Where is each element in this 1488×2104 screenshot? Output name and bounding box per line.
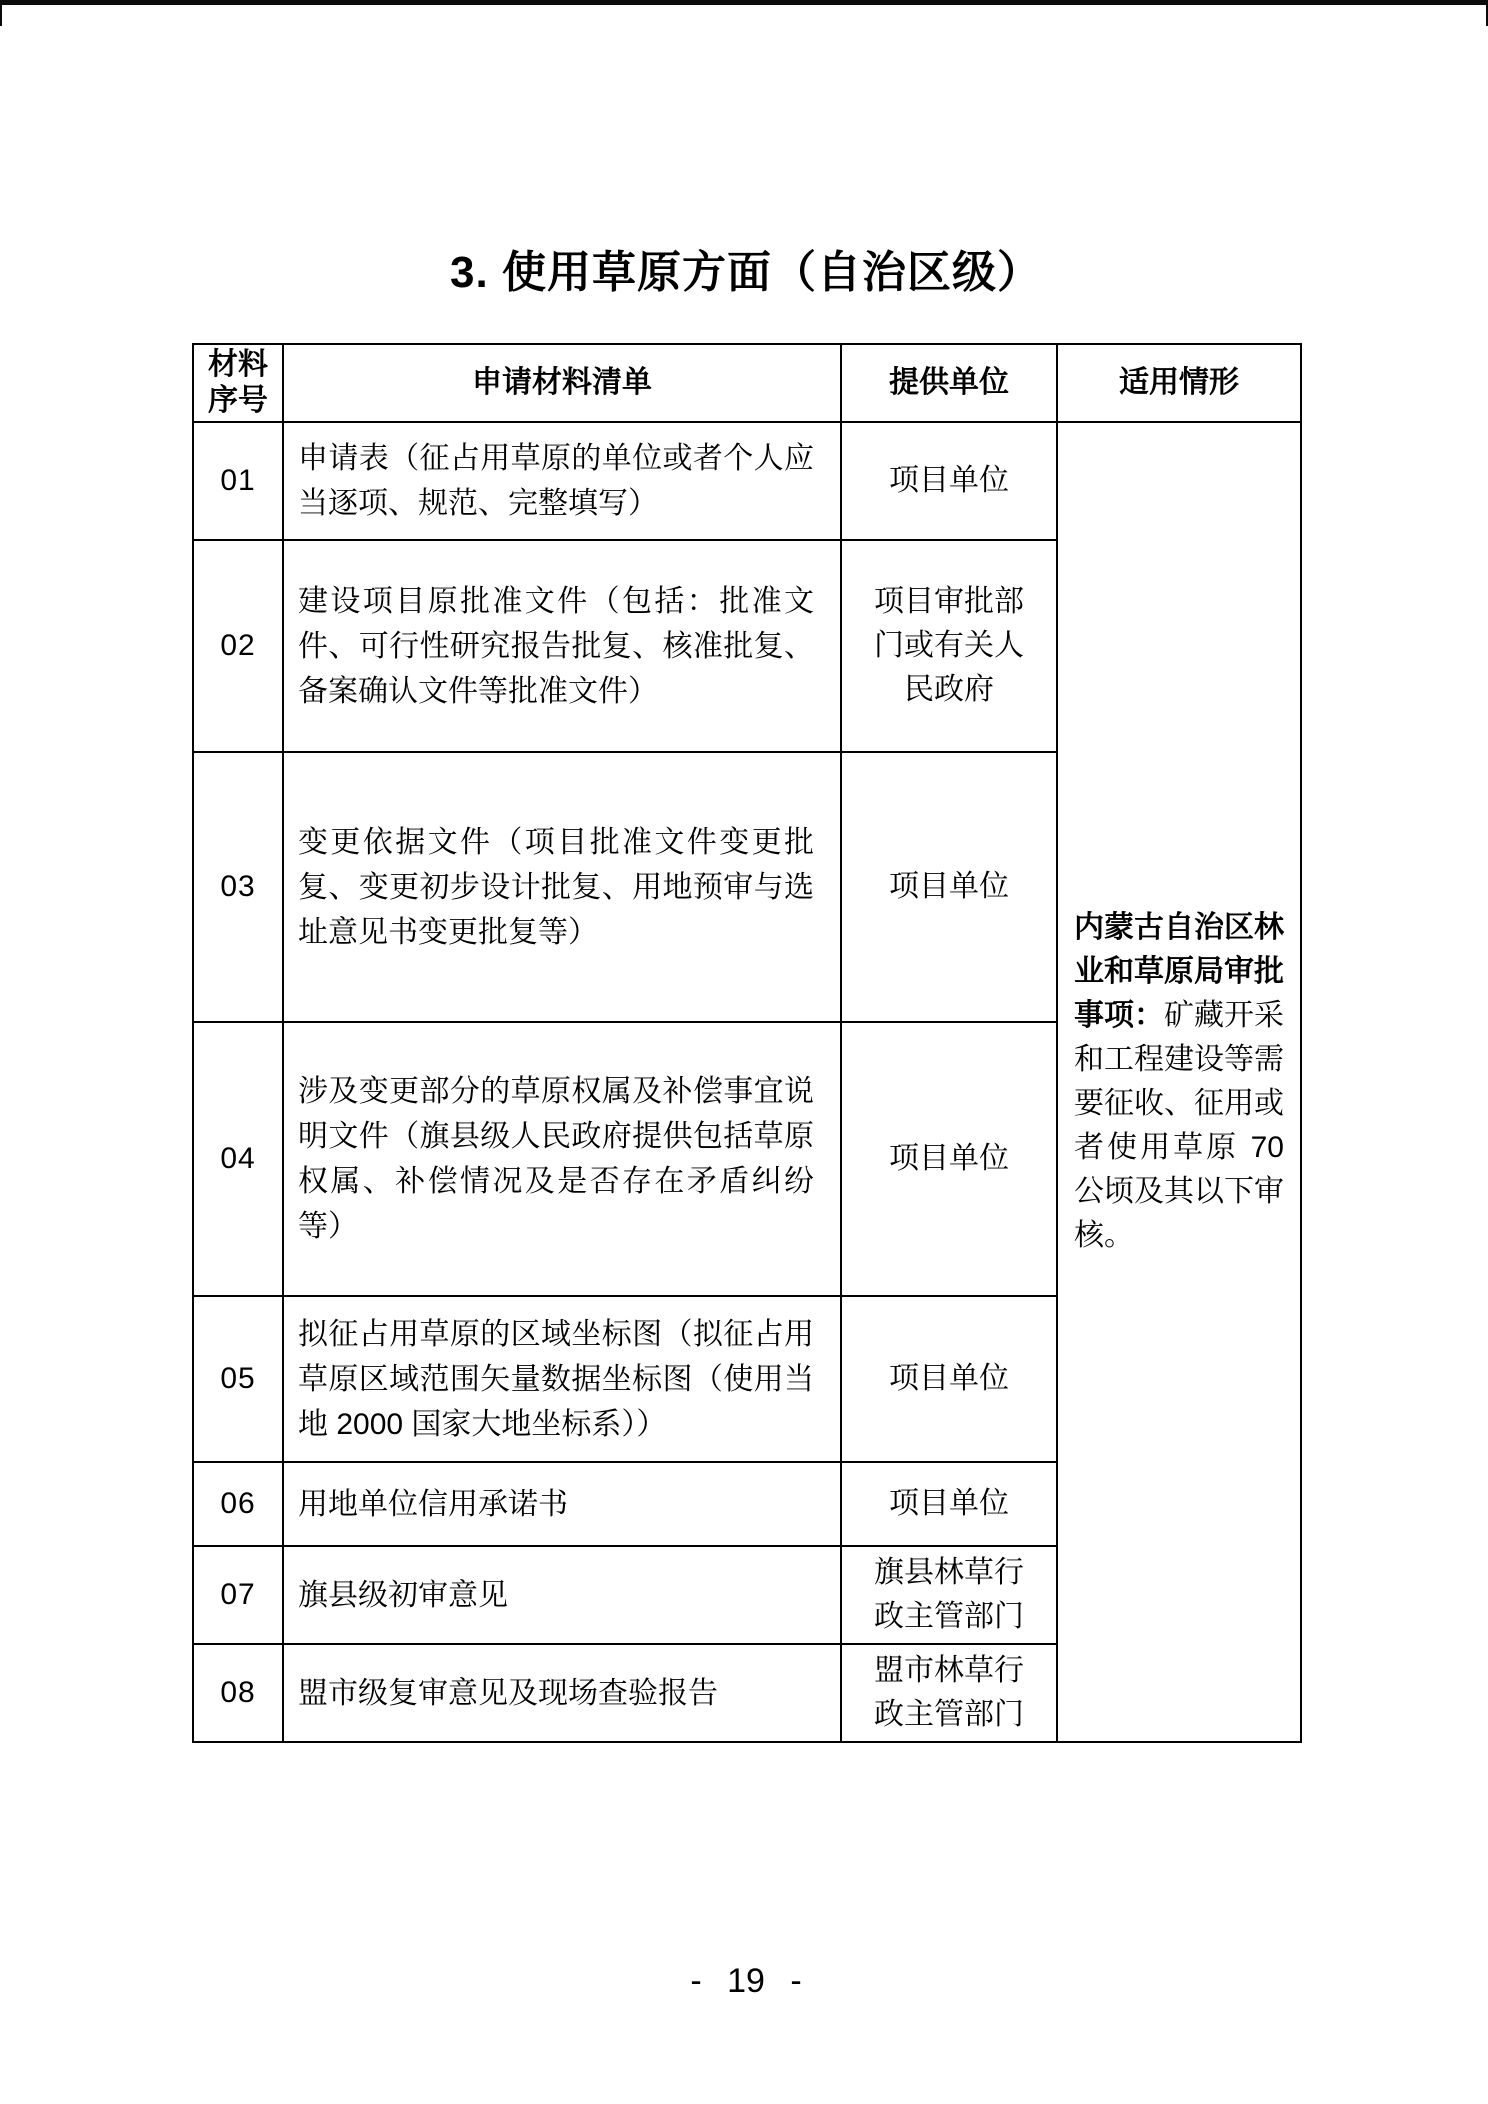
provider: 旗县林草行政主管部门 (841, 1546, 1057, 1644)
provider: 项目单位 (841, 1296, 1057, 1462)
material-no: 04 (193, 1022, 283, 1296)
header-material-list: 申请材料清单 (283, 344, 841, 422)
material-no: 08 (193, 1644, 283, 1742)
scan-artifact-top-edge (0, 0, 1488, 5)
material-name: 拟征占用草原的区域坐标图（拟征占用草原区域范围矢量数据坐标图（使用当地 2000 国家大地坐标系）） (283, 1296, 841, 1462)
header-material-no-line2: 序号 (208, 384, 268, 417)
material-no: 02 (193, 540, 283, 752)
material-no: 03 (193, 752, 283, 1022)
provider: 项目审批部门或有关人民政府 (841, 540, 1057, 752)
page-title: 3. 使用草原方面（自治区级） (450, 248, 1042, 297)
material-name: 涉及变更部分的草原权属及补偿事宜说明文件（旗县级人民政府提供包括草原权属、补偿情况及是否存在矛盾纠纷等） (283, 1022, 841, 1296)
applicable-situation-bold-lead: 内蒙古自治区林业和草原局审批事项： (1074, 911, 1284, 1032)
page-number: - 19 - (690, 1962, 802, 2000)
applicable-situation-cell (1057, 422, 1301, 1742)
scan-artifact-left-edge (0, 0, 2, 26)
material-no: 06 (193, 1462, 283, 1546)
provider: 项目单位 (841, 1022, 1057, 1296)
material-name: 盟市级复审意见及现场查验报告 (283, 1644, 841, 1742)
table-row (193, 422, 1301, 540)
materials-table (192, 343, 1302, 1743)
material-name: 用地单位信用承诺书 (283, 1462, 841, 1546)
provider: 项目单位 (841, 1462, 1057, 1546)
material-name: 变更依据文件（项目批准文件变更批复、变更初步设计批复、用地预审与选址意见书变更批复等） (283, 752, 841, 1022)
provider: 项目单位 (841, 752, 1057, 1022)
header-material-no-line1: 材料 (208, 348, 268, 381)
header-material-no (193, 344, 283, 422)
applicable-situation-text: 矿藏开采和工程建设等需要征收、征用或者使用草原 70 公顷及其以下审核。 (1074, 999, 1284, 1252)
provider: 盟市林草行政主管部门 (841, 1644, 1057, 1742)
material-name: 建设项目原批准文件（包括：批准文件、可行性研究报告批复、核准批复、备案确认文件等批准文件） (283, 540, 841, 752)
header-applicable-situation: 适用情形 (1057, 344, 1301, 422)
material-name: 旗县级初审意见 (283, 1546, 841, 1644)
table-header-row (193, 344, 1301, 422)
material-no: 01 (193, 422, 283, 540)
material-no: 05 (193, 1296, 283, 1462)
provider: 项目单位 (841, 422, 1057, 540)
header-provider: 提供单位 (841, 344, 1057, 422)
material-name: 申请表（征占用草原的单位或者个人应当逐项、规范、完整填写） (283, 422, 841, 540)
material-no: 07 (193, 1546, 283, 1644)
